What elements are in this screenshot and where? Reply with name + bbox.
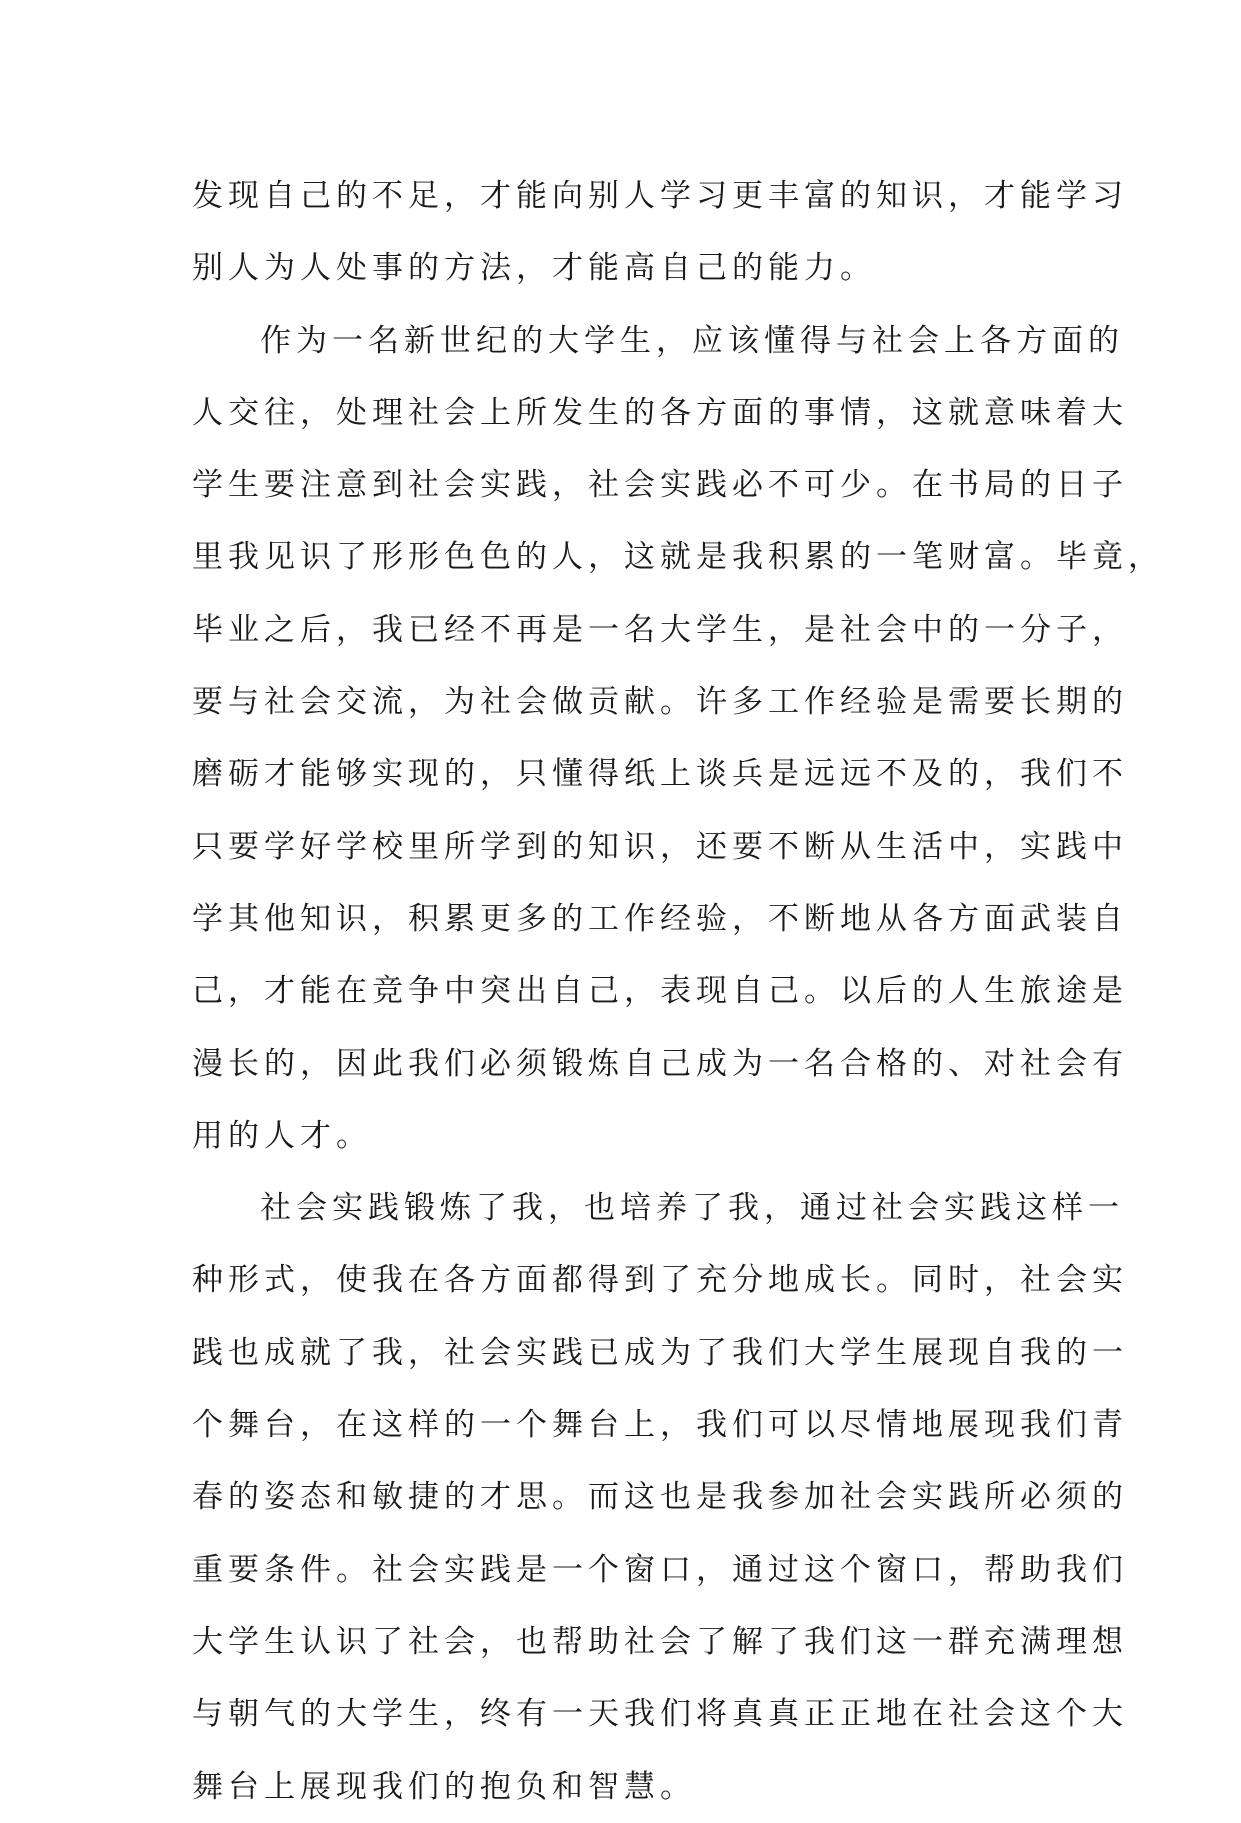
- text-line: 漫长的，因此我们必须锻炼自己成为一名合格的、对社会有: [192, 1045, 1128, 1082]
- text-line: 发现自己的不足，才能向别人学习更丰富的知识，才能学习: [192, 178, 1128, 214]
- text-line: 只要学好学校里所学到的知识，还要不断从生活中，实践中: [192, 828, 1128, 865]
- text-line: 里我见识了形形色色的人，这就是我积累的一笔财富。毕竟，: [192, 539, 1164, 576]
- text-line: 大学生认识了社会，也帮助社会了解了我们这一群充满理想: [192, 1623, 1128, 1660]
- text-line: 春的姿态和敏捷的才思。而这也是我参加社会实践所必须的: [192, 1479, 1128, 1516]
- text-line: 作为一名新世纪的大学生，应该懂得与社会上各方面的: [260, 322, 1124, 359]
- text-line: 重要条件。社会实践是一个窗口，通过这个窗口，帮助我们: [192, 1551, 1128, 1588]
- text-line: 社会实践锻炼了我，也培养了我，通过社会实践这样一: [260, 1190, 1124, 1227]
- text-line: 己，才能在竞争中突出自己，表现自己。以后的人生旅途是: [192, 973, 1128, 1010]
- text-line: 学其他知识，积累更多的工作经验，不断地从各方面武装自: [192, 900, 1128, 937]
- text-line: 人交往，处理社会上所发生的各方面的事情，这就意味着大: [192, 394, 1128, 431]
- text-line: 磨砺才能够实现的，只懂得纸上谈兵是远远不及的，我们不: [192, 756, 1128, 793]
- text-line: 舞台上展现我们的抱负和智慧。: [192, 1768, 696, 1805]
- text-line: 毕业之后，我已经不再是一名大学生，是社会中的一分子，: [192, 611, 1128, 648]
- paragraph-3: [192, 1172, 1128, 1823]
- text-line: 要与社会交流，为社会做贡献。许多工作经验是需要长期的: [192, 684, 1128, 721]
- document-body: [192, 160, 1164, 1823]
- text-line: 种形式，使我在各方面都得到了充分地成长。同时，社会实: [192, 1262, 1128, 1299]
- text-line: 与朝气的大学生，终有一天我们将真真正正地在社会这个大: [192, 1696, 1128, 1733]
- text-line: 个舞台，在这样的一个舞台上，我们可以尽情地展现我们青: [192, 1407, 1128, 1444]
- text-line: 践也成就了我，社会实践已成为了我们大学生展现自我的一: [192, 1334, 1128, 1371]
- paragraph-1: [192, 160, 1128, 305]
- text-line: 用的人才。: [192, 1117, 372, 1154]
- text-line: 学生要注意到社会实践，社会实践必不可少。在书局的日子: [192, 467, 1128, 504]
- paragraph-2: [192, 305, 1164, 1173]
- text-line: 别人为人处事的方法，才能高自己的能力。: [192, 250, 876, 287]
